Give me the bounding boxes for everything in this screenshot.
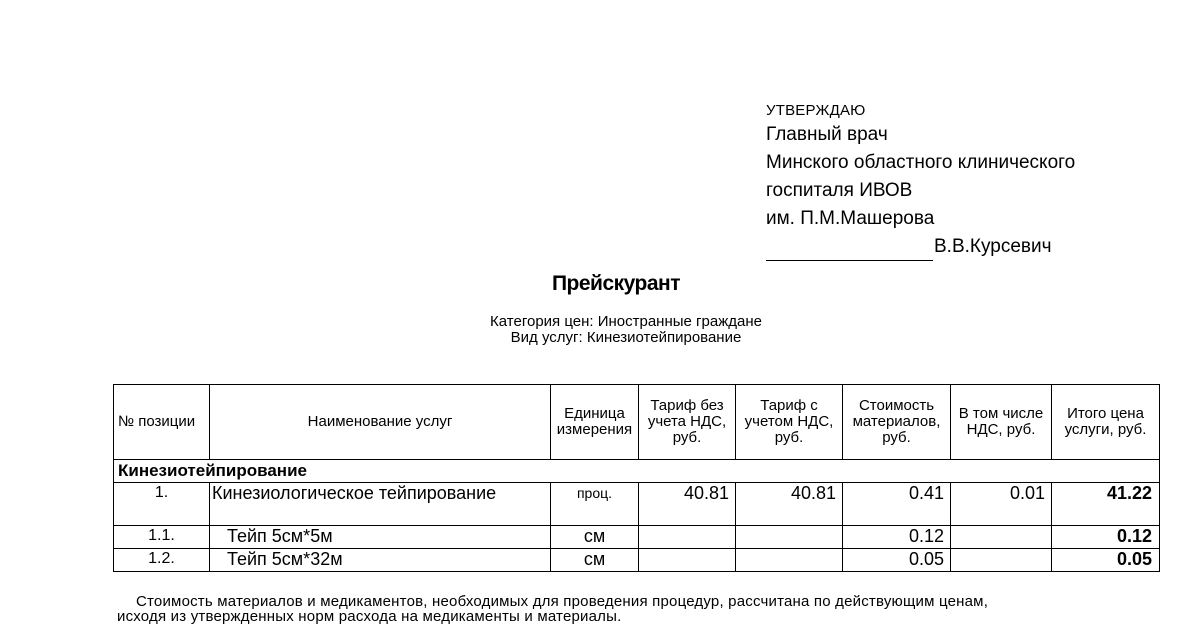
cell-vat-included: [951, 549, 1052, 572]
approval-heading: УТВЕРЖДАЮ: [766, 102, 866, 119]
table-header-row: [114, 385, 1160, 460]
cell-materials: 0.12: [843, 526, 951, 549]
header-total: Итого цена услуги, руб.: [1052, 385, 1160, 460]
cell-tariff-vat: 40.81: [736, 483, 843, 526]
cell-tariff-vat: [736, 526, 843, 549]
approval-line-hospital: госпиталя ИВОВ: [766, 180, 913, 201]
cell-unit: проц.: [551, 483, 639, 526]
approval-line-position: Главный врач: [766, 124, 888, 145]
cell-name: Кинезиологическое тейпирование: [210, 483, 551, 526]
header-tariff-vat: Тариф с учетом НДС, руб.: [736, 385, 843, 460]
table-row: [114, 526, 1160, 549]
signature-blank: [766, 240, 933, 261]
approval-block: [766, 101, 1186, 261]
price-category: Категория цен: Иностранные граждане: [490, 313, 762, 330]
approval-line-named-after: им. П.М.Машерова: [766, 208, 935, 229]
header-name: Наименование услуг: [210, 385, 551, 460]
cell-name: Тейп 5см*32м: [210, 549, 551, 572]
cell-unit: см: [551, 549, 639, 572]
header-materials: Стоимость материалов, руб.: [843, 385, 951, 460]
signatory-name: В.В.Курсевич: [934, 236, 1052, 257]
footnote-line-1: Стоимость материалов и медикаментов, необходимых для проведения процедур, рассчитана по действующим ценам,: [136, 593, 989, 610]
cell-name: Тейп 5см*5м: [210, 526, 551, 549]
footnote: [117, 594, 1117, 624]
cell-tariff-no-vat: [639, 526, 736, 549]
table-row: [114, 549, 1160, 572]
cell-total: 41.22: [1052, 483, 1160, 526]
footnote-line-2: исходя из утвержденных норм расхода на медикаменты и материалы.: [117, 608, 622, 625]
document-title: Прейскурант: [551, 272, 681, 295]
signature-line: [766, 233, 1186, 261]
cell-position: 1.2.: [114, 549, 210, 572]
approval-line-organization: Минского областного клинического: [766, 152, 1076, 173]
header-unit: Единица измерения: [551, 385, 639, 460]
header-tariff-no-vat: Тариф без учета НДС, руб.: [639, 385, 736, 460]
cell-tariff-no-vat: [639, 549, 736, 572]
cell-tariff-vat: [736, 549, 843, 572]
category-label: Кинезиотейпирование: [114, 460, 1160, 483]
cell-vat-included: 0.01: [951, 483, 1052, 526]
cell-materials: 0.05: [843, 549, 951, 572]
cell-total: 0.05: [1052, 549, 1160, 572]
table-row: [114, 483, 1160, 526]
price-table: [113, 384, 1160, 572]
header-position: № позиции: [114, 385, 210, 460]
cell-position: 1.1.: [114, 526, 210, 549]
category-row: [114, 460, 1160, 483]
cell-tariff-no-vat: 40.81: [639, 483, 736, 526]
service-type: Вид услуг: Кинезиотейпирование: [510, 329, 742, 346]
header-vat-included: В том числе НДС, руб.: [951, 385, 1052, 460]
cell-unit: см: [551, 526, 639, 549]
cell-materials: 0.41: [843, 483, 951, 526]
cell-total: 0.12: [1052, 526, 1160, 549]
cell-position: 1.: [114, 483, 210, 526]
cell-vat-included: [951, 526, 1052, 549]
